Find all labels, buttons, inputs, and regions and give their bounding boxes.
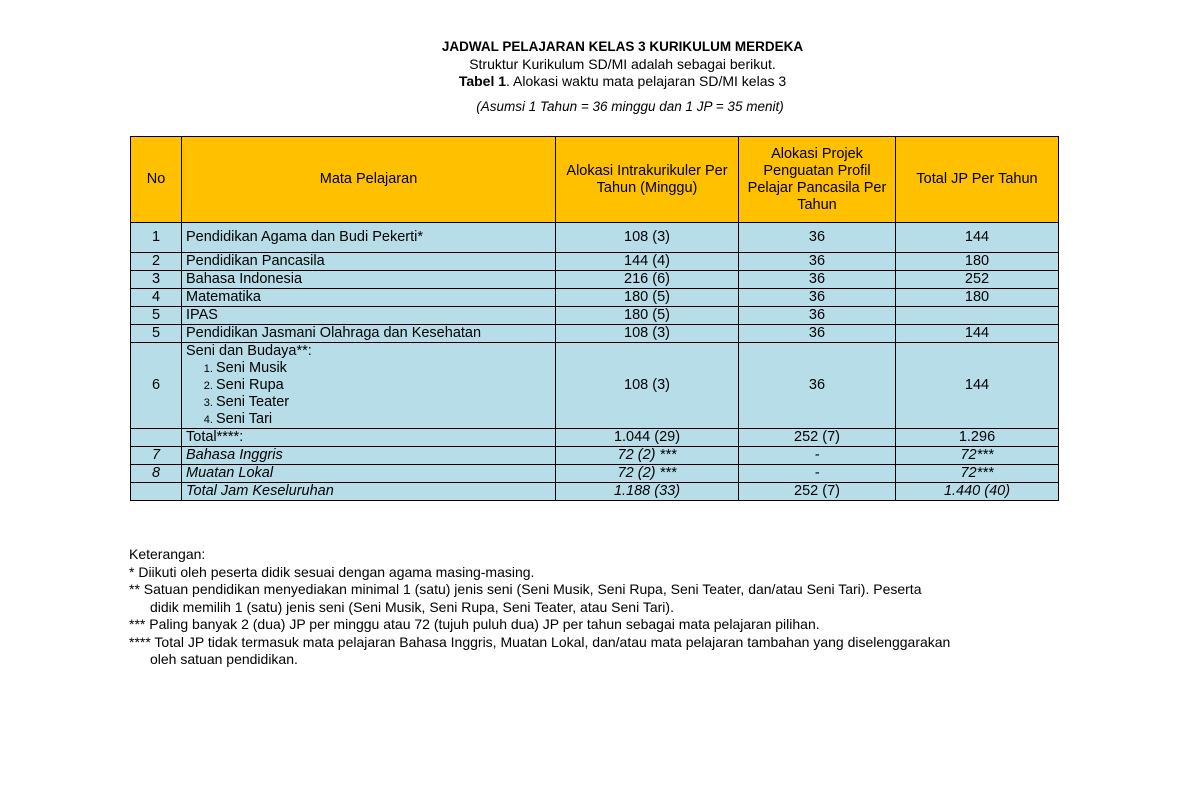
seni-heading: Seni dan Budaya**: xyxy=(186,343,312,359)
note-1: * Diikuti oleh peserta didik sesuai dengan agama masing-masing. xyxy=(129,563,535,580)
note-3: *** Paling banyak 2 (dua) JP per minggu atau 72 (tujuh puluh dua) JP per tahun sebagai mata pelajaran pilihan. xyxy=(129,616,820,632)
header-intra: Alokasi Intrakurikuler Per Tahun (Minggu) xyxy=(556,137,739,223)
cell-intra: 108 (3) xyxy=(556,343,739,429)
cell-mapel: Pendidikan Pancasila xyxy=(182,253,556,271)
cell-projek: - xyxy=(739,447,896,465)
cell-mapel: Bahasa Indonesia xyxy=(182,271,556,289)
cell-projek: - xyxy=(739,465,896,483)
header-mapel: Mata Pelajaran xyxy=(182,137,556,223)
cell-no: 7 xyxy=(131,447,182,465)
header-no: No xyxy=(131,137,182,223)
cell-no: 5 xyxy=(131,325,182,343)
cell-total: 144 xyxy=(896,223,1059,253)
page-subtitle: Struktur Kurikulum SD/MI adalah sebagai berikut. xyxy=(469,56,776,72)
note-2: ** Satuan pendidikan menyediakan minimal 1 (satu) jenis seni (Seni Musik, Seni Rupa, Seni Teater, dan/atau Seni Tari). Peserta xyxy=(129,581,922,597)
cell-total: 72*** xyxy=(896,447,1059,465)
table-header-row xyxy=(131,137,1059,223)
total-label: Total****: xyxy=(182,429,556,447)
cell-projek: 36 xyxy=(739,289,896,307)
allocation-table xyxy=(130,136,1059,501)
cell-total: 72*** xyxy=(896,465,1059,483)
cell-no-empty xyxy=(131,483,182,501)
cell-projek: 36 xyxy=(739,343,896,429)
cell-total: 144 xyxy=(896,325,1059,343)
cell-total: 180 xyxy=(896,289,1059,307)
cell-no: 8 xyxy=(131,465,182,483)
cell-no: 1 xyxy=(131,223,182,253)
cell-intra: 72 (2) *** xyxy=(556,447,739,465)
page-title: JADWAL PELAJARAN KELAS 3 KURIKULUM MERDEKA xyxy=(441,39,804,54)
cell-mapel: Bahasa Inggris xyxy=(182,447,556,465)
cell-no-empty xyxy=(131,429,182,447)
cell-total: 252 xyxy=(896,271,1059,289)
table-row xyxy=(131,325,1059,343)
note-4-cont: oleh satuan pendidikan. xyxy=(150,651,298,667)
notes-heading: Keterangan: xyxy=(129,546,206,562)
cell-total: 180 xyxy=(896,253,1059,271)
grand-total-label: Total Jam Keseluruhan xyxy=(182,483,556,501)
header-projek: Alokasi Projek Penguatan Profil Pelajar Pancasila Per Tahun xyxy=(739,137,896,223)
cell-no: 3 xyxy=(131,271,182,289)
table-caption xyxy=(0,73,1200,89)
total-projek: 252 (7) xyxy=(739,429,896,447)
table-total-row xyxy=(131,429,1059,447)
cell-intra: 180 (5) xyxy=(556,289,739,307)
cell-mapel: Pendidikan Agama dan Budi Pekerti* xyxy=(182,223,556,253)
cell-mapel: Matematika xyxy=(182,289,556,307)
list-item: 4. Seni Tari xyxy=(216,411,551,428)
cell-total xyxy=(896,307,1059,325)
cell-mapel-seni xyxy=(182,343,556,429)
cell-intra: 180 (5) xyxy=(556,307,739,325)
cell-mapel: Muatan Lokal xyxy=(182,465,556,483)
seni-list xyxy=(186,360,551,428)
cell-intra: 144 (4) xyxy=(556,253,739,271)
notes xyxy=(129,546,1169,669)
total-intra: 1.044 (29) xyxy=(556,429,739,447)
assumption-note: (Asumsi 1 Tahun = 36 minggu dan 1 JP = 35 menit) xyxy=(476,99,784,114)
list-item: 2. Seni Rupa xyxy=(216,377,551,394)
cell-projek: 36 xyxy=(739,271,896,289)
grand-total-total: 1.440 (40) xyxy=(896,483,1059,501)
table-row xyxy=(131,289,1059,307)
cell-intra: 108 (3) xyxy=(556,223,739,253)
list-item: 1. Seni Musik xyxy=(216,360,551,377)
grand-total-intra: 1.188 (33) xyxy=(556,483,739,501)
table-row-seni xyxy=(131,343,1059,429)
table-row xyxy=(131,253,1059,271)
cell-total: 144 xyxy=(896,343,1059,429)
grand-total-projek: 252 (7) xyxy=(739,483,896,501)
cell-no: 6 xyxy=(131,343,182,429)
cell-intra: 216 (6) xyxy=(556,271,739,289)
table-caption-text: . Alokasi waktu mata pelajaran SD/MI kelas 3 xyxy=(506,73,787,89)
cell-intra: 72 (2) *** xyxy=(556,465,739,483)
table-row xyxy=(131,223,1059,253)
cell-mapel: Pendidikan Jasmani Olahraga dan Kesehatan xyxy=(182,325,556,343)
header-total: Total JP Per Tahun xyxy=(896,137,1059,223)
table-row xyxy=(131,447,1059,465)
cell-projek: 36 xyxy=(739,325,896,343)
table-caption-label: Tabel 1 xyxy=(458,73,507,89)
table-row xyxy=(131,271,1059,289)
cell-projek: 36 xyxy=(739,223,896,253)
total-total: 1.296 xyxy=(896,429,1059,447)
table-grand-total-row xyxy=(131,483,1059,501)
cell-mapel: IPAS xyxy=(182,307,556,325)
cell-projek: 36 xyxy=(739,307,896,325)
table-row xyxy=(131,307,1059,325)
note-2-cont: didik memilih 1 (satu) jenis seni (Seni Musik, Seni Rupa, Seni Teater, atau Seni Tari). xyxy=(150,598,674,615)
cell-no: 5 xyxy=(131,307,182,325)
cell-no: 4 xyxy=(131,289,182,307)
table-row xyxy=(131,465,1059,483)
note-4: **** Total JP tidak termasuk mata pelajaran Bahasa Inggris, Muatan Lokal, dan/atau mata pelajaran tambahan yang diselenggarakan xyxy=(129,633,951,650)
cell-intra: 108 (3) xyxy=(556,325,739,343)
list-item: 3. Seni Teater xyxy=(216,394,551,411)
cell-projek: 36 xyxy=(739,253,896,271)
cell-no: 2 xyxy=(131,253,182,271)
